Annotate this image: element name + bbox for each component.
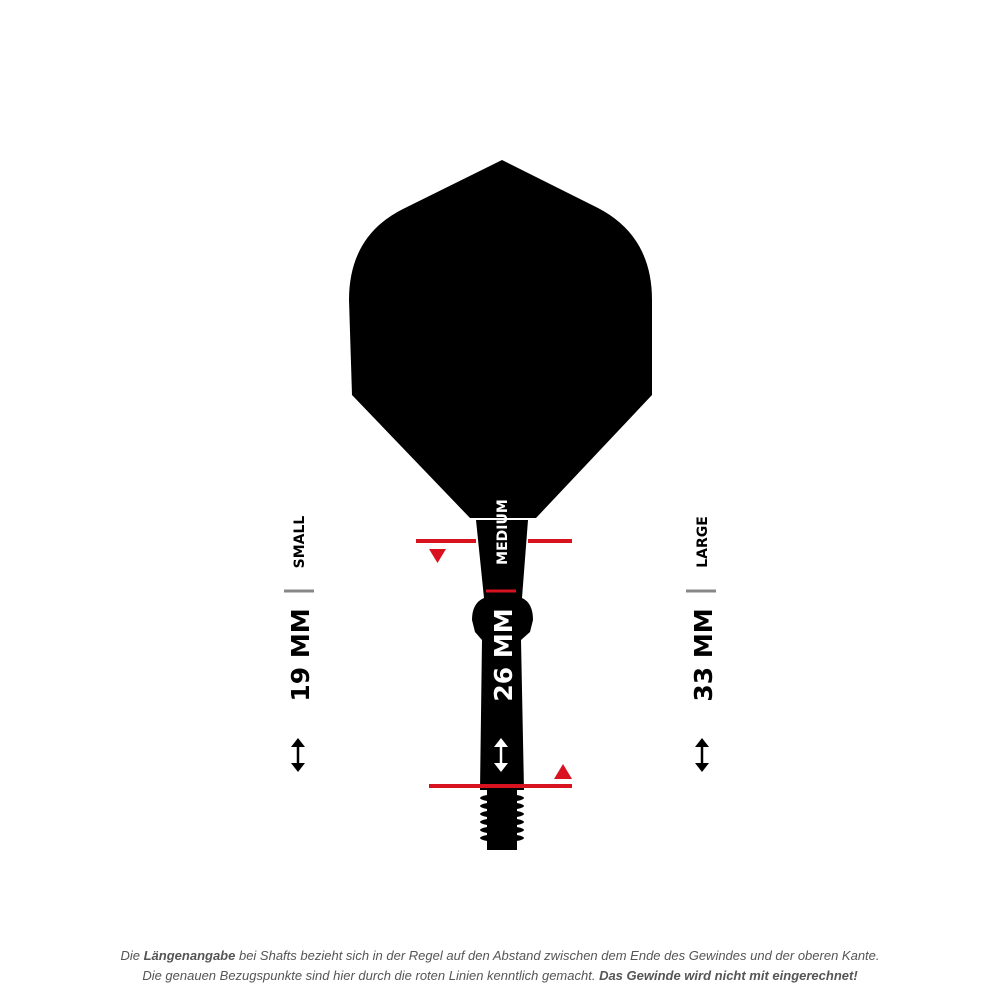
large-length-arrow-icon xyxy=(695,738,709,772)
dart-thread xyxy=(480,788,524,850)
reference-triangle-up-icon xyxy=(554,764,572,779)
small-length-label: 19 MM xyxy=(286,608,315,702)
footnote-line-1 xyxy=(0,946,1000,966)
large-length-label: 33 MM xyxy=(689,608,718,702)
footnote-line-2 xyxy=(0,966,1000,986)
footnote-line-2-bold: Das Gewinde wird nicht mit eingerechnet! xyxy=(599,968,858,983)
small-length-arrow-icon xyxy=(291,738,305,772)
footnote xyxy=(0,946,1000,986)
large-size-label: LARGE xyxy=(695,516,711,568)
dart-flight xyxy=(349,160,652,518)
medium-size-label: MEDIUM xyxy=(495,499,511,565)
footnote-line-1-post: bei Shafts bezieht sich in der Regel auf den Abstand zwischen dem Ende des Gewindes und der oberen Kante. xyxy=(235,948,880,963)
small-size-label: SMALL xyxy=(292,515,308,569)
footnote-line-1-bold: Längenangabe xyxy=(143,948,236,963)
footnote-line-1-pre: Die xyxy=(120,948,144,963)
medium-length-label: 26 MM xyxy=(489,608,518,702)
reference-triangle-down-icon xyxy=(429,549,446,563)
footnote-line-2-pre: Die genauen Bezugspunkte sind hier durch die roten Linien kenntlich gemacht. xyxy=(142,968,600,983)
